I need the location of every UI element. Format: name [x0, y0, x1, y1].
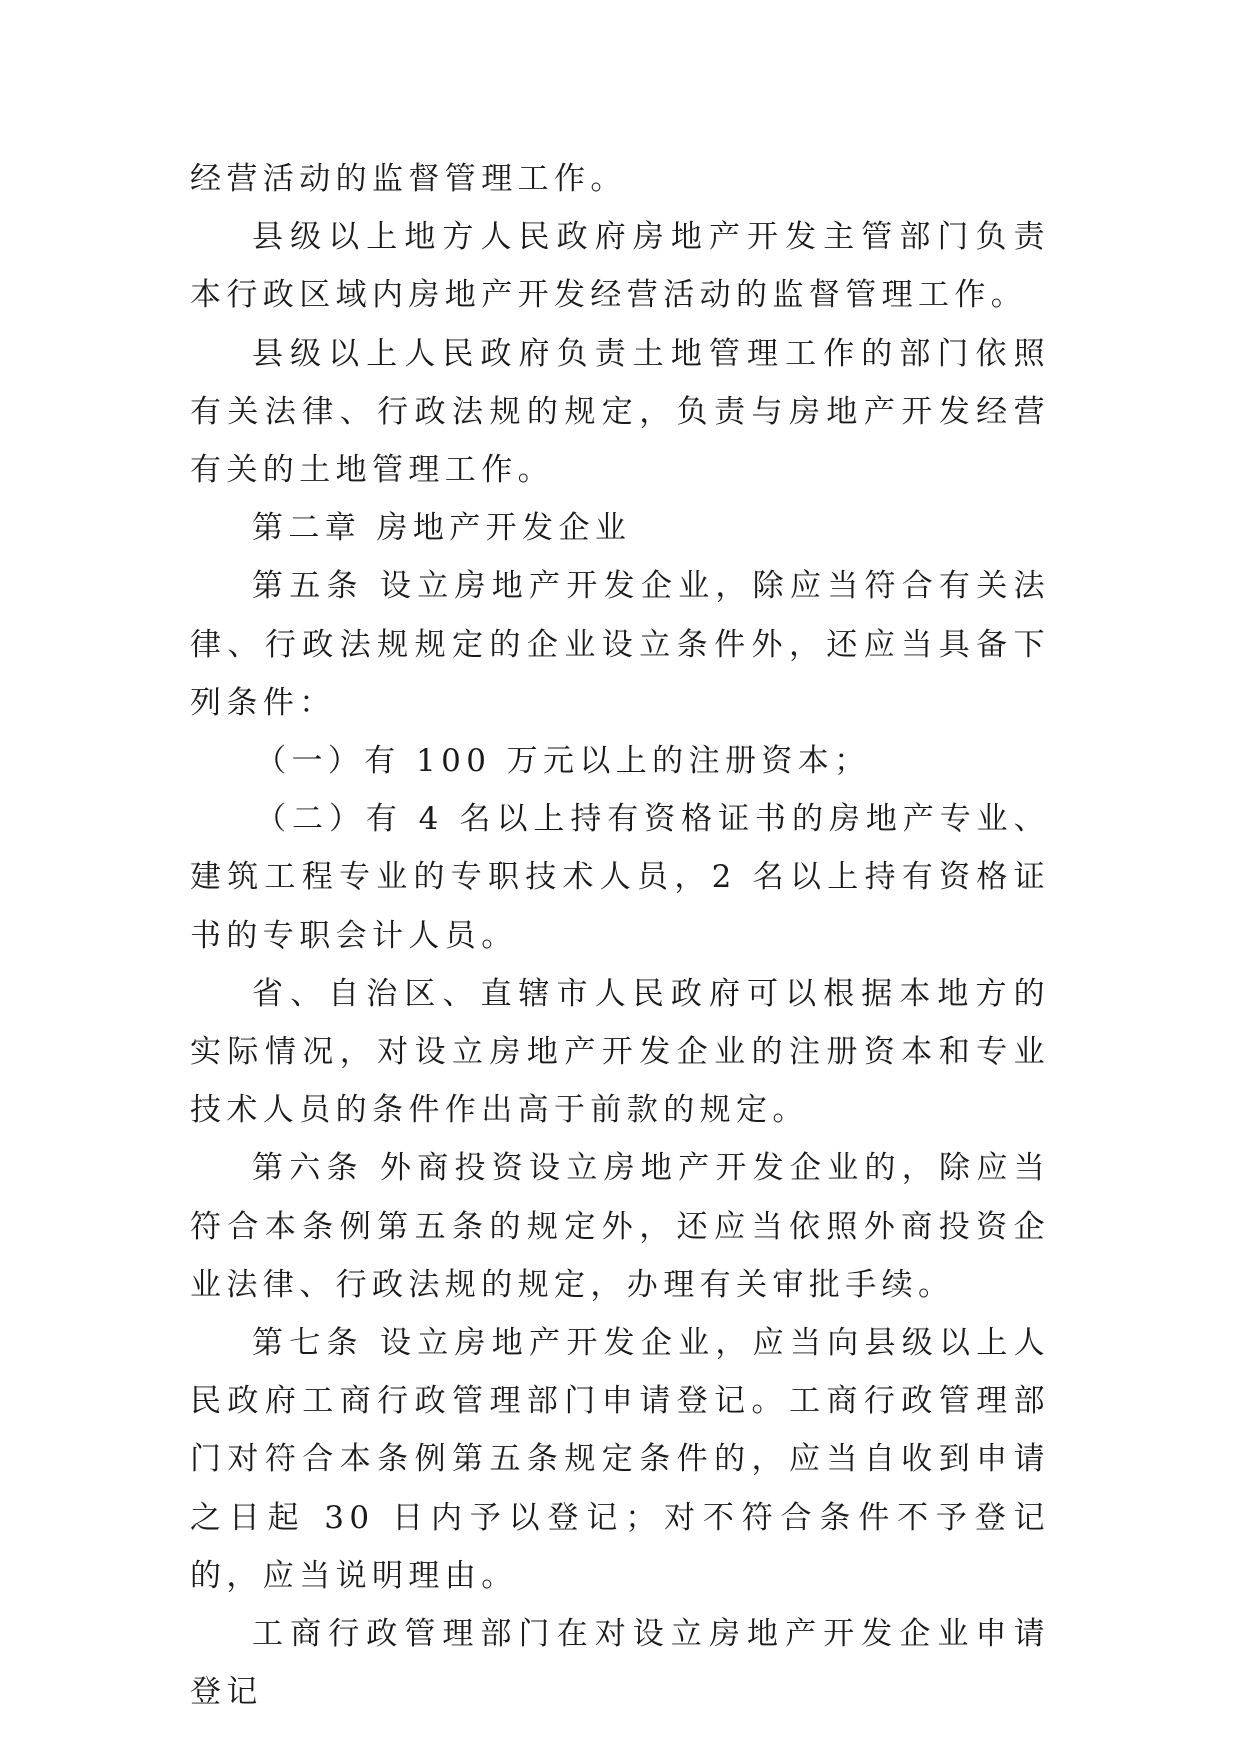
article-7: 第七条 设立房地产开发企业，应当向县级以上人民政府工商行政管理部门申请登记。工商行政管理部门对符合本条例第五条规定条件的，应当自收到申请之日起 30 日内予以登记；对不符合条件不予登记的，应当说明理由。	[190, 1325, 1050, 1594]
paragraph-competent-department: 县级以上地方人民政府房地产开发主管部门负责本行政区域内房地产开发经营活动的监督管理工作。	[190, 219, 1050, 314]
article-5-item-2: （二）有 4 名以上持有资格证书的房地产专业、建筑工程专业的专职技术人员，2 名以上持有资格证书的专职会计人员。	[190, 801, 1050, 954]
paragraph-registration: 工商行政管理部门在对设立房地产开发企业申请登记	[190, 1616, 1050, 1711]
paragraph-local-government: 省、自治区、直辖市人民政府可以根据本地方的实际情况，对设立房地产开发企业的注册资本和专业技术人员的条件作出高于前款的规定。	[190, 975, 1050, 1129]
paragraph-land-department: 县级以上人民政府负责土地管理工作的部门依照有关法律、行政法规的规定，负责与房地产开发经营有关的土地管理工作。	[190, 335, 1050, 489]
article-5-item-1: （一）有 100 万元以上的注册资本；	[255, 743, 871, 780]
chapter-heading: 第二章 房地产开发企业	[252, 510, 632, 547]
paragraph-continuation: 经营活动的监督管理工作。	[190, 161, 627, 197]
document-body	[190, 150, 1050, 1721]
article-5: 第五条 设立房地产开发企业，除应当符合有关法律、行政法规规定的企业设立条件外，还应当具备下列条件：	[190, 568, 1050, 721]
article-6: 第六条 外商投资设立房地产开发企业的，除应当符合本条例第五条的规定外，还应当依照外商投资企业法律、行政法规的规定，办理有关审批手续。	[190, 1150, 1050, 1303]
